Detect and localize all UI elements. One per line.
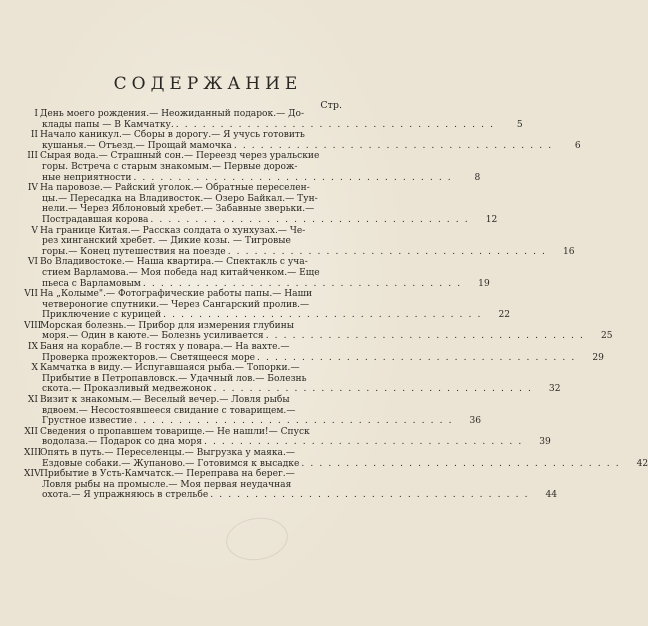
- chapter-description-line: Морская болезнь.— Прибор для измерения глубины: [40, 320, 295, 331]
- dot-leader: . . . . . . . . . . . . . . . . . . . . . . . . . . . . . . . . . . . .: [203, 437, 523, 448]
- toc-entry: [24, 183, 498, 225]
- chapter-description-line: Проверка прожекторов.— Светящееся море . . . . . . . . . . . . . . . . . . . . . . . . . . . . . . . . . . . . 29: [42, 352, 604, 363]
- library-stamp: [223, 514, 290, 564]
- page-number: 16: [562, 246, 575, 257]
- chapter-description-line: охота.— Я упражняюсь в стрельбе . . . . . . . . . . . . . . . . . . . . . . . . . . . . . . . . . . . . 44: [42, 490, 558, 501]
- chapter-description-line: Пострадавшая корова . . . . . . . . . . . . . . . . . . . . . . . . . . . . . . . . . . . . 12: [42, 214, 498, 225]
- dot-leader: . . . . . . . . . . . . . . . . . . . . . . . . . . . . . . . . . . . .: [150, 214, 470, 225]
- chapter-description-line: Камчатка в виду.— Испугавшаяся рыба.— Топорки.—: [40, 363, 300, 374]
- chapter-description-line: Грустное известие . . . . . . . . . . . . . . . . . . . . . . . . . . . . . . . . . . . . 36: [42, 416, 482, 427]
- page-number: 36: [469, 416, 482, 427]
- dot-leader: . . . . . . . . . . . . . . . . . . . . . . . . . . . . . . . . . . . .: [210, 490, 530, 501]
- chapter-description-line: День моего рождения.— Неожиданный подарок.— До-: [40, 109, 305, 119]
- chapter-description-line: горы. Встреча с старым знакомым.— Первые дорож-: [42, 161, 298, 172]
- table-of-contents: [24, 109, 648, 501]
- chapter-number: IV: [27, 183, 38, 194]
- chapter-description-line: четвероногие спутники.— Через Сангарский пролив.—: [42, 299, 310, 310]
- toc-entry: [24, 342, 604, 363]
- page-number: 39: [539, 437, 551, 448]
- chapter-description-line: пьеса с Варламовым . . . . . . . . . . . . . . . . . . . . . . . . . . . . . . . . . . . . 19: [42, 278, 490, 289]
- chapter-description-line: Прибытие в Усть-Камчатск.— Переправа на берег.—: [40, 469, 295, 480]
- chapter-description-line: стием Варламова.— Моя победа над китайченком.— Еще: [42, 267, 320, 278]
- chapter-number: XIV: [24, 469, 41, 480]
- chapter-number: II: [30, 130, 38, 141]
- toc-entry: [24, 363, 561, 395]
- page-number: 42: [636, 458, 648, 469]
- page-number: 25: [600, 331, 613, 342]
- chapter-number: XIII: [24, 448, 42, 458]
- chapter-number: VII: [24, 289, 38, 300]
- chapter-number: X: [31, 363, 38, 374]
- chapter-description-line: Прибытие в Петропавловск.— Удачный лов.— Болезнь: [42, 373, 307, 384]
- chapter-description-line: Сырая вода.— Страшный сон.— Переезд через уральские: [40, 151, 320, 162]
- toc-entry: [24, 448, 648, 469]
- chapter-description-line: скота.— Проказливый медвежонок . . . . . . . . . . . . . . . . . . . . . . . . . . . . . . . . . . . . 32: [42, 384, 561, 395]
- dot-leader: . . . . . . . . . . . . . . . . . . . . . . . . . . . . . . . . . . . .: [175, 119, 495, 130]
- page-number: 6: [574, 140, 581, 151]
- toc-entry: [24, 130, 581, 151]
- chapter-description-line: Опять в путь.— Переселенцы.— Выгрузка у маяка.—: [40, 448, 295, 458]
- toc-entry: [24, 109, 523, 130]
- dot-leader: . . . . . . . . . . . . . . . . . . . . . . . . . . . . . . . . . . . .: [134, 416, 454, 427]
- chapter-description-line: Визит к знакомым.— Веселый вечер.— Ловля рыбы: [40, 395, 290, 406]
- toc-entry: [24, 395, 482, 427]
- page-number: 22: [498, 310, 511, 321]
- chapter-description-line: водолаза.— Подарок со дна моря . . . . . . . . . . . . . . . . . . . . . . . . . . . . . . . . . . . . 39: [42, 437, 551, 448]
- dot-leader: . . . . . . . . . . . . . . . . . . . . . . . . . . . . . . . . . . . .: [142, 278, 462, 289]
- chapter-description-line: кушанья.— Отъезд.— Прощай мамочка . . . . . . . . . . . . . . . . . . . . . . . . . . . . . . . . . . . . 6: [42, 140, 581, 151]
- chapter-description-line: моря.— Один в каюте.— Болезнь усиливается . . . . . . . . . . . . . . . . . . . . . . . . . . . . . . . . . . . . 25: [42, 331, 613, 342]
- dot-leader: . . . . . . . . . . . . . . . . . . . . . . . . . . . . . . . . . . . .: [213, 384, 533, 395]
- chapter-description-line: горы.— Конец путешествия на поезде . . . . . . . . . . . . . . . . . . . . . . . . . . . . . . . . . . . . 16: [42, 246, 575, 257]
- chapter-number: IX: [27, 342, 38, 353]
- toc-entry: [24, 225, 575, 258]
- toc-entry: [24, 426, 551, 448]
- chapter-description-line: На „Колыме".— Фотографические работы папы.— Наши: [40, 289, 313, 300]
- dot-leader: . . . . . . . . . . . . . . . . . . . . . . . . . . . . . . . . . . . .: [301, 458, 621, 469]
- toc-entry: [24, 151, 481, 183]
- chapter-description-line: нели.— Через Яблоновый хребет.— Забавные зверьки.—: [42, 204, 315, 215]
- page-number: 29: [592, 352, 604, 363]
- dot-leader: . . . . . . . . . . . . . . . . . . . . . . . . . . . . . . . . . . . .: [227, 246, 547, 257]
- chapter-description-line: цы.— Пересадка на Владивосток.— Озеро Байкал.— Тун-: [42, 193, 318, 204]
- chapter-description-line: Во Владивостоке.— Наша квартира.— Спектакль с уча-: [40, 257, 308, 268]
- chapter-description-line: Баня на корабле.— В гостях у повара.— На вахте.—: [40, 342, 290, 353]
- chapter-number: I: [34, 109, 38, 119]
- page-column-label: Стр.: [320, 100, 342, 111]
- chapter-description-line: Ездовые собаки.— Жупановo.— Готовимся к высадке . . . . . . . . . . . . . . . . . . . . . . . . . . . . . . . . . . . . 42: [42, 458, 648, 469]
- toc-entry: [24, 469, 558, 501]
- dot-leader: . . . . . . . . . . . . . . . . . . . . . . . . . . . . . . . . . . . .: [265, 331, 585, 342]
- toc-entry: [24, 289, 511, 321]
- page-number: 8: [474, 172, 481, 183]
- page-number: 19: [478, 278, 490, 289]
- chapter-description-line: вдвоем.— Несостоявшееся свидание с товарищем.—: [42, 405, 296, 416]
- chapter-description-line: клады папы — В Камчатку. . . . . . . . . . . . . . . . . . . . . . . . . . . . . . . . . . . . . 5: [42, 119, 523, 130]
- page-title: СОДЕРЖАНИЕ: [113, 74, 303, 94]
- chapter-number: XI: [27, 395, 38, 406]
- page-number: 44: [545, 490, 558, 501]
- toc-entry: [24, 320, 613, 342]
- chapter-number: XII: [24, 426, 38, 437]
- chapter-description-line: На паровозе.— Райский уголок.— Обратные переселен-: [40, 183, 310, 194]
- toc-entry: [24, 257, 490, 289]
- chapter-number: VI: [27, 257, 38, 268]
- chapter-description-line: рез хинганский хребет. — Дикие козы. — Тигровые: [42, 236, 291, 247]
- page-number: 32: [548, 384, 561, 395]
- chapter-description-line: Сведения о пропавшем товарище.— Не нашли!— Спуск: [40, 426, 310, 437]
- chapter-number: III: [27, 151, 38, 162]
- chapter-description-line: Ловля рыбы на промысле.— Моя первая неудачная: [42, 479, 292, 490]
- chapter-description-line: Начало каникул.— Сборы в дорогу.— Я учусь готовить: [40, 130, 305, 141]
- page-number: 5: [516, 119, 523, 130]
- dot-leader: . . . . . . . . . . . . . . . . . . . . . . . . . . . . . . . . . . . .: [233, 140, 553, 151]
- page-number: 12: [485, 214, 498, 225]
- chapter-description-line: Приключение с курицей . . . . . . . . . . . . . . . . . . . . . . . . . . . . . . . . . . . . 22: [42, 310, 511, 321]
- dot-leader: . . . . . . . . . . . . . . . . . . . . . . . . . . . . . . . . . . . .: [133, 172, 453, 183]
- dot-leader: . . . . . . . . . . . . . . . . . . . . . . . . . . . . . . . . . . . .: [257, 352, 576, 363]
- dot-leader: . . . . . . . . . . . . . . . . . . . . . . . . . . . . . . . . . . . .: [163, 310, 483, 321]
- chapter-description-line: На границе Китая.— Рассказ солдата о хунхузах.— Че-: [40, 225, 306, 236]
- chapter-number: V: [31, 225, 38, 236]
- chapter-description-line: ные неприятности . . . . . . . . . . . . . . . . . . . . . . . . . . . . . . . . . . . . 8: [42, 172, 481, 183]
- chapter-number: VIII: [24, 320, 42, 331]
